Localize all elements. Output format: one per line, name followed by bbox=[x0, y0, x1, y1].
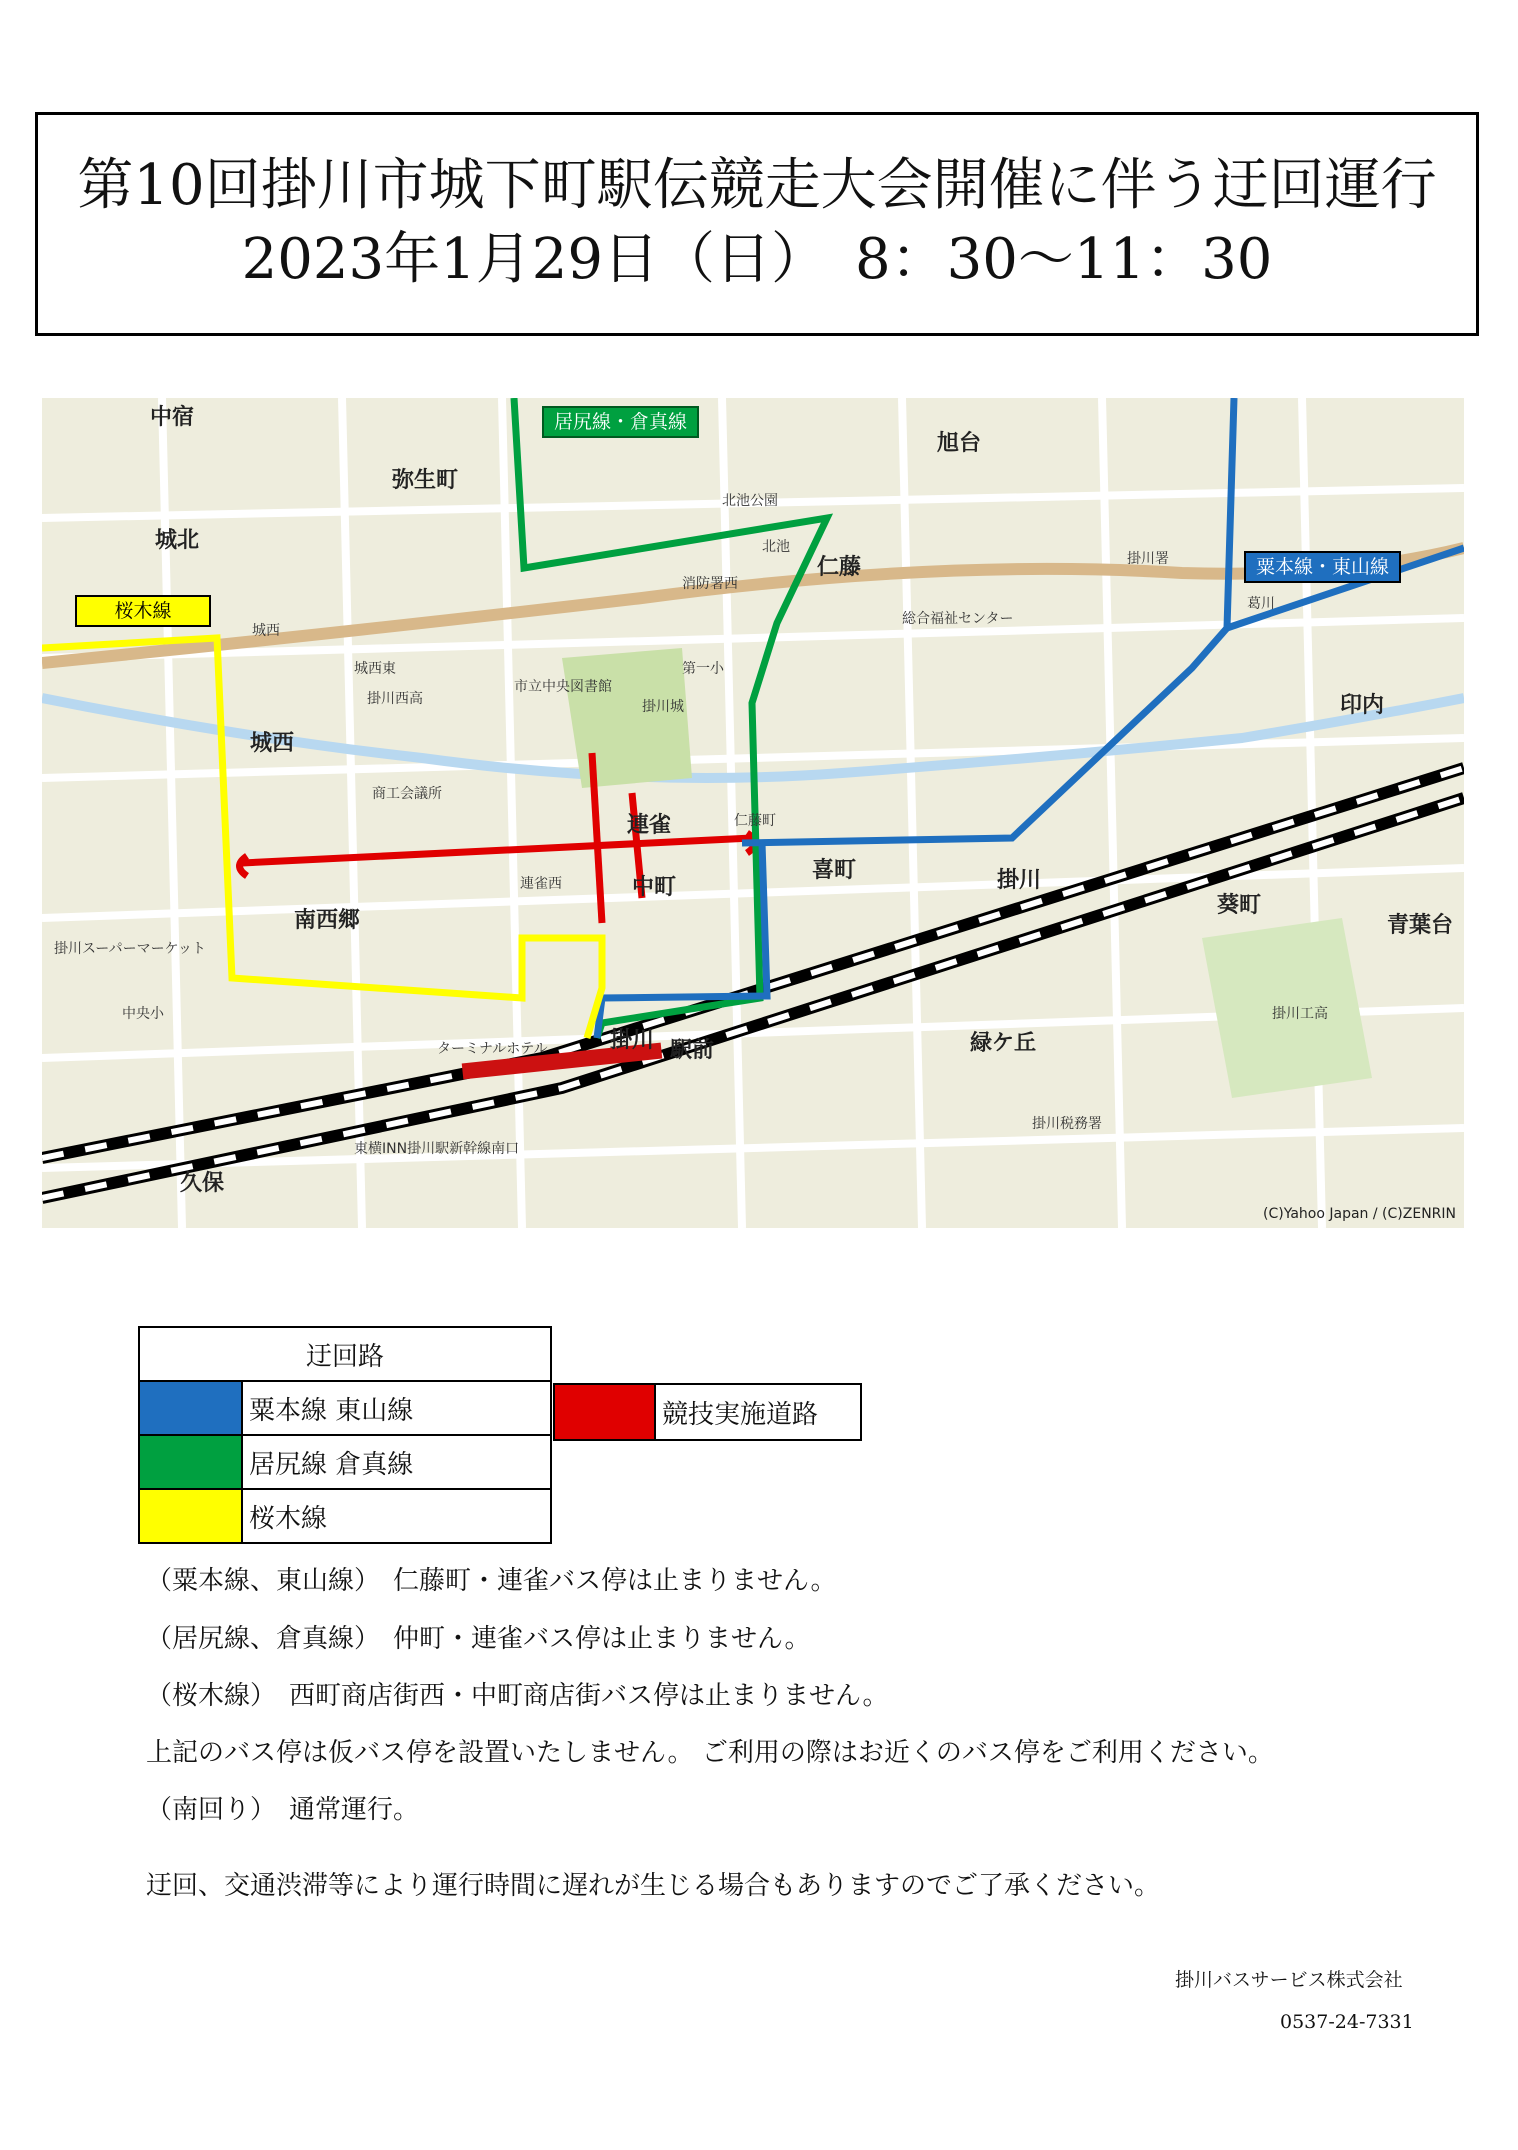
place-label: 消防署西 bbox=[682, 576, 738, 592]
place-label: 喜町 bbox=[812, 858, 857, 883]
place-label: 葛川 bbox=[1247, 596, 1275, 612]
legend-label: 粟本線 東山線 bbox=[242, 1381, 551, 1435]
place-label: 掛川署 bbox=[1127, 551, 1169, 567]
legend-swatch-red bbox=[554, 1384, 655, 1440]
title-line-1: 第10回掛川市城下町駅伝競走大会開催に伴う迂回運行 bbox=[77, 153, 1437, 218]
place-label: 仁藤町 bbox=[734, 813, 776, 829]
place-label: 連雀西 bbox=[520, 876, 562, 892]
place-label: 市立中央図書館 bbox=[514, 679, 612, 695]
place-label: 城北 bbox=[155, 528, 200, 553]
place-label: 掛川城 bbox=[642, 699, 684, 715]
note-line: 上記のバス停は仮バス停を設置いたしません。 ご利用の際はお近くのバス停をご利用ください。 bbox=[146, 1738, 1274, 1768]
legend-row bbox=[139, 1489, 551, 1543]
place-label: 第一小 bbox=[682, 661, 724, 677]
title-box bbox=[35, 112, 1479, 336]
legend-row bbox=[139, 1435, 551, 1489]
legend-race-label: 競技実施道路 bbox=[655, 1384, 861, 1440]
place-label: 東横INN掛川駅新幹線南口 bbox=[354, 1141, 520, 1157]
place-label: 城西 bbox=[252, 623, 280, 639]
place-label: 旭台 bbox=[937, 431, 982, 456]
title-line-2: 2023年1月29日（日） 8：30～11：30 bbox=[241, 227, 1273, 292]
map-copyright: (C)Yahoo Japan / (C)ZENRIN bbox=[1263, 1206, 1456, 1222]
company-phone: 0537-24-7331 bbox=[1280, 2011, 1414, 2033]
legend-row bbox=[139, 1381, 551, 1435]
legend-race-table bbox=[553, 1383, 862, 1441]
route-label-green: 居尻線・倉真線 bbox=[542, 406, 699, 438]
place-label: 掛川 bbox=[997, 868, 1042, 893]
place-label: 弥生町 bbox=[392, 468, 459, 493]
place-label: 掛川工高 bbox=[1272, 1006, 1328, 1022]
place-label: 北池公園 bbox=[722, 493, 778, 509]
legend-label: 桜木線 bbox=[242, 1489, 551, 1543]
legend-swatch-yellow bbox=[139, 1489, 242, 1543]
company-name: 掛川バスサービス株式会社 bbox=[1175, 1969, 1403, 1991]
place-label: 掛川税務署 bbox=[1032, 1116, 1102, 1132]
place-label: 葵町 bbox=[1217, 893, 1262, 918]
note-line: （桜木線） 西町商店街西・中町商店街バス停は止まりません。 bbox=[146, 1681, 889, 1711]
place-label: 総合福祉センター bbox=[902, 611, 1014, 627]
place-label: 緑ケ丘 bbox=[970, 1031, 1037, 1056]
place-label: 中町 bbox=[632, 875, 677, 900]
place-label: 連雀 bbox=[627, 813, 672, 838]
place-label: 掛川スーパーマーケット bbox=[54, 941, 206, 957]
note-line: （粟本線、東山線） 仁藤町・連雀バス停は止まりません。 bbox=[146, 1566, 837, 1596]
place-label: 駅前 bbox=[670, 1038, 715, 1063]
detour-map bbox=[42, 398, 1464, 1228]
note-line: （居尻線、倉真線） 仲町・連雀バス停は止まりません。 bbox=[146, 1624, 811, 1654]
place-label: 掛川 bbox=[610, 1028, 655, 1053]
note-line: （南回り） 通常運行。 bbox=[146, 1795, 420, 1825]
place-label: 中宿 bbox=[150, 405, 195, 430]
place-label: 印内 bbox=[1340, 693, 1385, 718]
route-label-yellow: 桜木線 bbox=[75, 595, 211, 627]
castle-park bbox=[562, 648, 692, 788]
legend-header: 迂回路 bbox=[139, 1327, 551, 1381]
legend-label: 居尻線 倉真線 bbox=[242, 1435, 551, 1489]
place-label: 中央小 bbox=[122, 1006, 164, 1022]
place-label: 北池 bbox=[762, 539, 790, 555]
note-line: 迂回、交通渋滞等により運行時間に遅れが生じる場合もありますのでご了承ください。 bbox=[146, 1871, 1161, 1901]
place-label: 城西 bbox=[250, 731, 295, 756]
place-label: 久保 bbox=[180, 1171, 225, 1196]
place-label: 掛川西高 bbox=[367, 691, 423, 707]
place-label: 城西東 bbox=[354, 661, 396, 677]
legend-table bbox=[138, 1326, 552, 1544]
place-label: 仁藤 bbox=[817, 555, 862, 580]
place-label: ターミナルホテル bbox=[437, 1041, 548, 1057]
route-label-blue: 粟本線・東山線 bbox=[1244, 551, 1401, 583]
place-label: 青葉台 bbox=[1387, 913, 1454, 938]
legend-swatch-green bbox=[139, 1435, 242, 1489]
legend-swatch-blue bbox=[139, 1381, 242, 1435]
place-label: 商工会議所 bbox=[372, 786, 442, 802]
place-label: 南西郷 bbox=[294, 908, 361, 933]
